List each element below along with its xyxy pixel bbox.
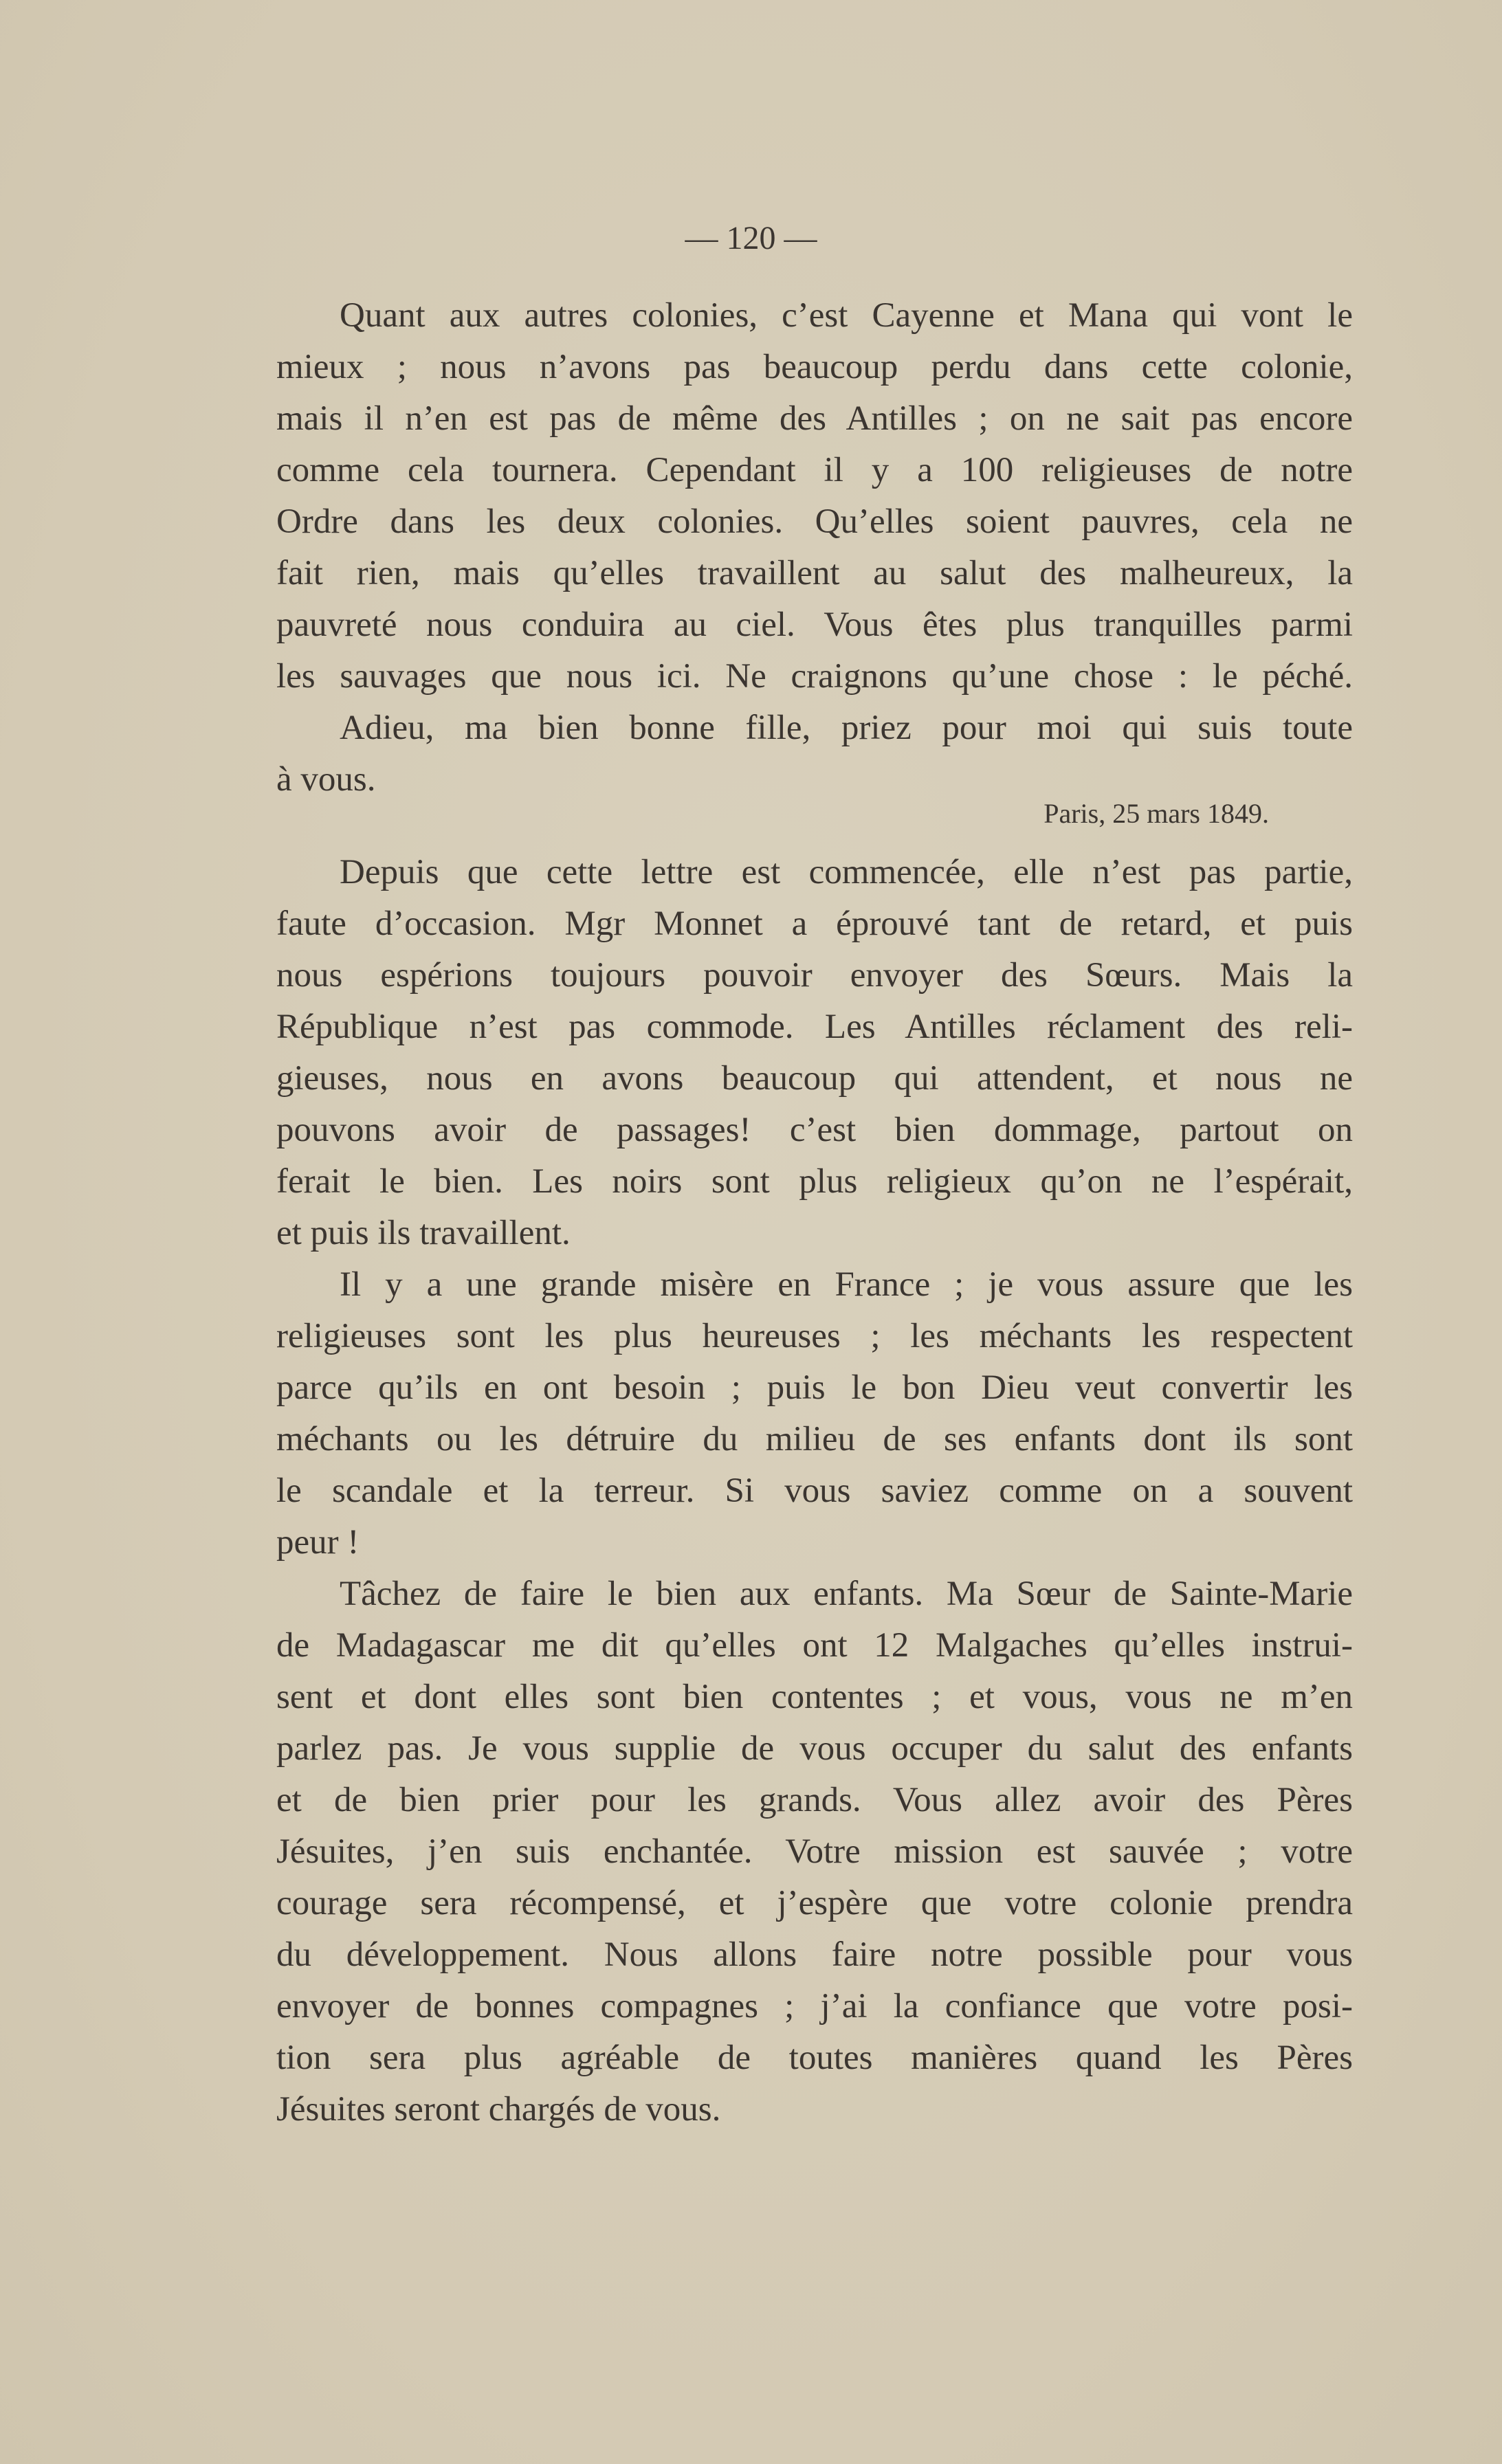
text-line: du développement. Nous allons faire notre possible pour vous	[276, 1935, 1353, 1974]
paragraph	[276, 1568, 1353, 2135]
text-line: Depuis que cette lettre est commencée, elle n’est pas partie,	[340, 853, 1353, 891]
text-line: fait rien, mais qu’elles travaillent au salut des malheureux, la	[276, 554, 1353, 592]
text-line: Jésuites, j’en suis enchantée. Votre mission est sauvée ; votre	[276, 1832, 1353, 1871]
text-line: envoyer de bonnes compagnes ; j’ai la confiance que votre posi-	[276, 1987, 1353, 2025]
text-line: République n’est pas commode. Les Antilles réclament des reli-	[276, 1008, 1353, 1046]
paragraph	[276, 847, 1353, 1259]
text-line: courage sera récompensé, et j’espère que votre colonie prendra	[276, 1884, 1353, 1922]
paragraph	[276, 1259, 1353, 1568]
text-line: peur !	[276, 1523, 360, 1562]
text-line: sent et dont elles sont bien contentes ; et vous, vous ne m’en	[276, 1678, 1353, 1716]
text-line: Quant aux autres colonies, c’est Cayenne et Mana qui vont le	[340, 296, 1353, 335]
text-line: Adieu, ma bien bonne fille, priez pour moi qui suis toute	[340, 709, 1353, 747]
text-line: nous espérions toujours pouvoir envoyer des Sœurs. Mais la	[276, 956, 1353, 995]
text-line: mieux ; nous n’avons pas beaucoup perdu dans cette colonie,	[276, 348, 1353, 386]
text-line: pouvons avoir de passages! c’est bien dommage, partout on	[276, 1111, 1353, 1149]
text-line: de Madagascar me dit qu’elles ont 12 Malgaches qu’elles instrui-	[276, 1626, 1353, 1665]
text-line: les sauvages que nous ici. Ne craignons qu’une chose : le péché.	[276, 657, 1353, 696]
text-line: parce qu’ils en ont besoin ; puis le bon Dieu veut convertir les	[276, 1368, 1353, 1407]
text-line: gieuses, nous en avons beaucoup qui attendent, et nous ne	[276, 1059, 1353, 1098]
text-line: Tâchez de faire le bien aux enfants. Ma Sœur de Sainte-Marie	[340, 1575, 1353, 1613]
text-line: le scandale et la terreur. Si vous saviez comme on a souvent	[276, 1472, 1353, 1510]
text-line: et puis ils travaillent.	[276, 1214, 571, 1252]
text-line: méchants ou les détruire du milieu de ses enfants dont ils sont	[276, 1420, 1353, 1458]
text-line: religieuses sont les plus heureuses ; les méchants les respectent	[276, 1317, 1353, 1355]
text-line: tion sera plus agréable de toutes manières quand les Pères	[276, 2039, 1353, 2077]
letter-dateline: Paris, 25 mars 1849.	[1043, 798, 1269, 829]
text-line: pauvreté nous conduira au ciel. Vous êtes plus tranquilles parmi	[276, 606, 1353, 644]
text-line: mais il n’en est pas de même des Antilles ; on ne sait pas encore	[276, 399, 1353, 438]
paragraph	[276, 290, 1353, 702]
text-line: faute d’occasion. Mgr Monnet a éprouvé tant de retard, et puis	[276, 904, 1353, 943]
paragraph	[276, 702, 1353, 806]
text-line: et de bien prier pour les grands. Vous allez avoir des Pères	[276, 1781, 1353, 1819]
text-line: Il y a une grande misère en France ; je vous assure que les	[340, 1265, 1353, 1304]
text-line: ferait le bien. Les noirs sont plus religieux qu’on ne l’espérait,	[276, 1162, 1353, 1201]
text-line: à vous.	[276, 760, 376, 799]
page-number: — 120 —	[685, 220, 817, 256]
body-text	[276, 290, 1353, 2135]
text-line: Jésuites seront chargés de vous.	[276, 2090, 721, 2129]
text-line: Ordre dans les deux colonies. Qu’elles soient pauvres, cela ne	[276, 502, 1353, 541]
text-line: comme cela tournera. Cependant il y a 100 religieuses de notre	[276, 451, 1353, 489]
text-line: parlez pas. Je vous supplie de vous occuper du salut des enfants	[276, 1729, 1353, 1768]
